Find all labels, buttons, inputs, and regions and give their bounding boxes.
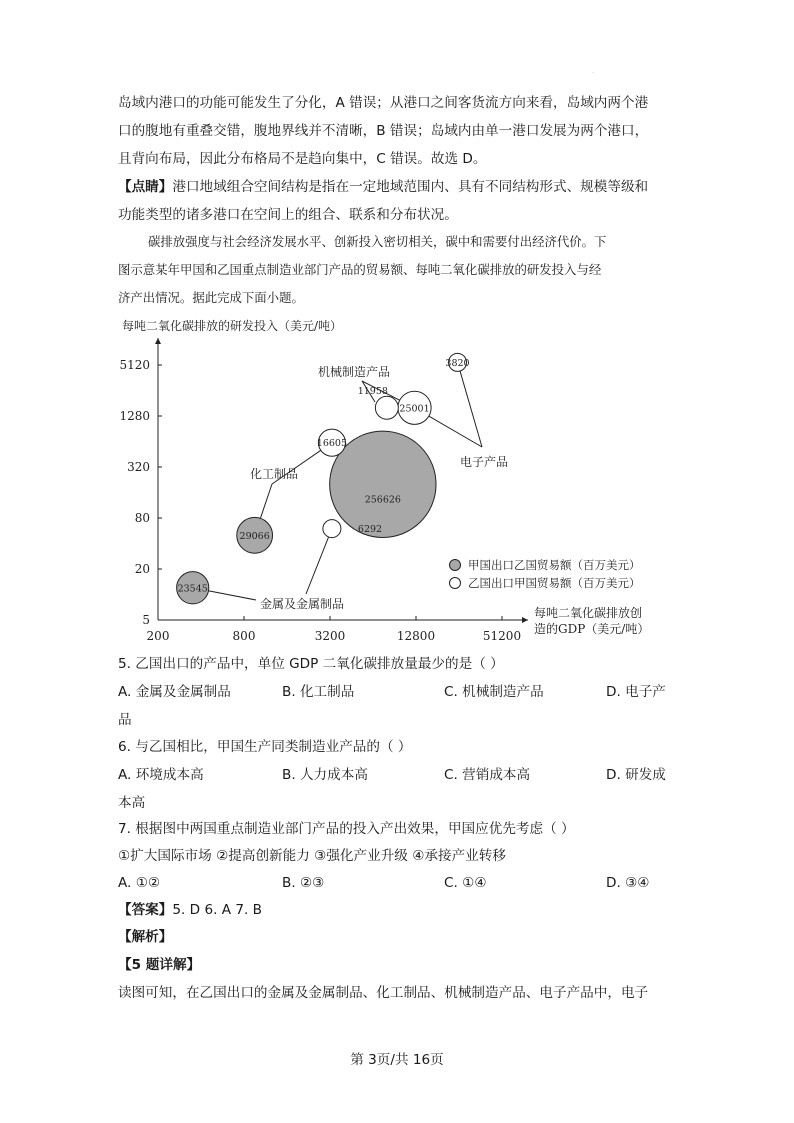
x-tick-label: 51200 xyxy=(482,629,522,643)
intro-line-1: 碳排放强度与社会经济发展水平、创新投入密切相关，碳中和需要付出经济代价。下 xyxy=(148,234,607,249)
dianjing-text-1: 港口地域组合空间结构是指在一定地域范围内、具有不同结构形式、规模等级和 xyxy=(172,179,649,195)
q5-option-b[interactable]: B. 化工制品 xyxy=(282,684,355,700)
bubble-value-label: 256626 xyxy=(364,494,401,506)
x-axis-label-1: 每吨二氧化碳排放创 xyxy=(534,606,643,620)
x-tick-label: 800 xyxy=(232,629,256,643)
bubble-value-label: 3820 xyxy=(445,357,470,369)
legend-swatch-yi xyxy=(450,578,461,589)
analysis-line-1: 岛域内港口的功能可能发生了分化，A 错误；从港口之间客货流方向来看，岛域内两个港 xyxy=(118,95,649,111)
q7-stem: 7. 根据图中两国重点制造业部门产品的投入产出效果，甲国应优先考虑（ ） xyxy=(118,821,575,837)
y-tick-label: 20 xyxy=(134,562,150,576)
q5-option-d[interactable]: D. 电子产 xyxy=(606,684,666,700)
leader-line xyxy=(458,362,482,447)
q7-option-c[interactable]: C. ①④ xyxy=(444,875,487,891)
jiexi-tag: 【解析】 xyxy=(118,929,173,945)
intro-line-3: 济产出情况。据此完成下面小题。 xyxy=(118,290,304,305)
dianjing-tag: 【点睛】 xyxy=(118,179,173,195)
bubbles xyxy=(177,353,470,604)
q5-option-a[interactable]: A. 金属及金属制品 xyxy=(118,684,231,700)
q6-option-d-wrap: 本高 xyxy=(118,795,146,811)
leader-line xyxy=(306,529,332,594)
q7-option-b[interactable]: B. ②③ xyxy=(282,875,325,891)
q6-stem: 6. 与乙国相比，甲国生产同类制造业产品的（ ） xyxy=(118,739,412,755)
y-axis-label: 每吨二氧化碳排放的研发投入（美元/吨） xyxy=(122,319,343,333)
label-electronics: 电子产品 xyxy=(460,455,509,469)
q5-detail-tag: 【5 题详解】 xyxy=(118,957,201,973)
intro-line-2: 图示意某年甲国和乙国重点制造业部门产品的贸易额、每吨二氧化碳排放的研发投入与经 xyxy=(118,262,602,277)
legend-swatch-jia xyxy=(450,560,461,571)
dianjing-line-2: 功能类型的诸多港口在空间上的组合、联系和分布状况。 xyxy=(118,207,458,223)
bubble-value-label: 16605 xyxy=(316,438,348,450)
bubble-value-label: 25001 xyxy=(399,403,430,415)
q6-option-d[interactable]: D. 研发成 xyxy=(606,767,666,783)
q6-option-c[interactable]: C. 营销成本高 xyxy=(444,767,531,783)
page-footer: 第 3页/共 16页 xyxy=(350,1052,444,1068)
q5-option-c[interactable]: C. 机械制造产品 xyxy=(444,684,544,700)
answer-tag: 【答案】 xyxy=(118,902,173,918)
y-tick-label: 320 xyxy=(127,460,150,474)
analysis-line-2: 口的腹地有重叠交错，腹地界线并不清晰，B 错误；岛域内由单一港口发展为两个港口， xyxy=(118,123,649,139)
bubble-value-label: 6292 xyxy=(357,524,383,536)
legend-label-yi: 乙国出口甲国贸易额（百万美元） xyxy=(468,576,641,590)
q5-option-d-wrap: 品 xyxy=(118,712,132,728)
x-tick-label: 200 xyxy=(146,629,170,643)
y-tick-label: 80 xyxy=(134,511,150,525)
bubble-value-label: 23545 xyxy=(177,583,208,595)
scan-dot: · xyxy=(592,70,594,77)
label-chemical: 化工制品 xyxy=(250,467,299,481)
y-tick-label: 5 xyxy=(142,613,150,627)
x-tick-label: 3200 xyxy=(314,629,346,643)
q7-option-d[interactable]: D. ③④ xyxy=(606,875,650,891)
label-metal: 金属及金属制品 xyxy=(260,597,345,611)
q7-items: ①扩大国际市场 ②提高创新能力 ③强化产业升级 ④承接产业转移 xyxy=(118,848,506,864)
analysis-line-3: 且背向布局，因此分布格局不是趋向集中，C 错误。故选 D。 xyxy=(118,151,487,167)
answer-line xyxy=(118,900,262,920)
bubble-value-label: 29066 xyxy=(239,530,270,542)
q5-stem: 5. 乙国出口的产品中，单位 GDP 二氧化碳排放量最少的是（ ） xyxy=(118,656,504,672)
bubble-yi xyxy=(323,520,341,538)
x-tick-label: 12800 xyxy=(396,629,436,643)
y-tick-label: 1280 xyxy=(119,409,150,423)
answer-text: 5. D 6. A 7. B xyxy=(172,902,262,918)
legend-label-jia: 甲国出口乙国贸易额（百万美元） xyxy=(468,558,641,572)
detail-line: 读图可知，在乙国出口的金属及金属制品、化工制品、机械制造产品、电子产品中，电子 xyxy=(118,985,649,1001)
q7-option-a[interactable]: A. ①② xyxy=(118,875,161,891)
label-machinery: 机械制造产品 xyxy=(318,365,391,379)
x-axis-label-2: 造的GDP（美元/吨） xyxy=(534,622,650,636)
bubble-value-label: 11958 xyxy=(357,385,388,397)
y-tick-label: 5120 xyxy=(119,358,150,372)
q6-option-a[interactable]: A. 环境成本高 xyxy=(118,767,204,783)
bubble-yi xyxy=(375,396,398,419)
q6-option-b[interactable]: B. 人力成本高 xyxy=(282,767,368,783)
